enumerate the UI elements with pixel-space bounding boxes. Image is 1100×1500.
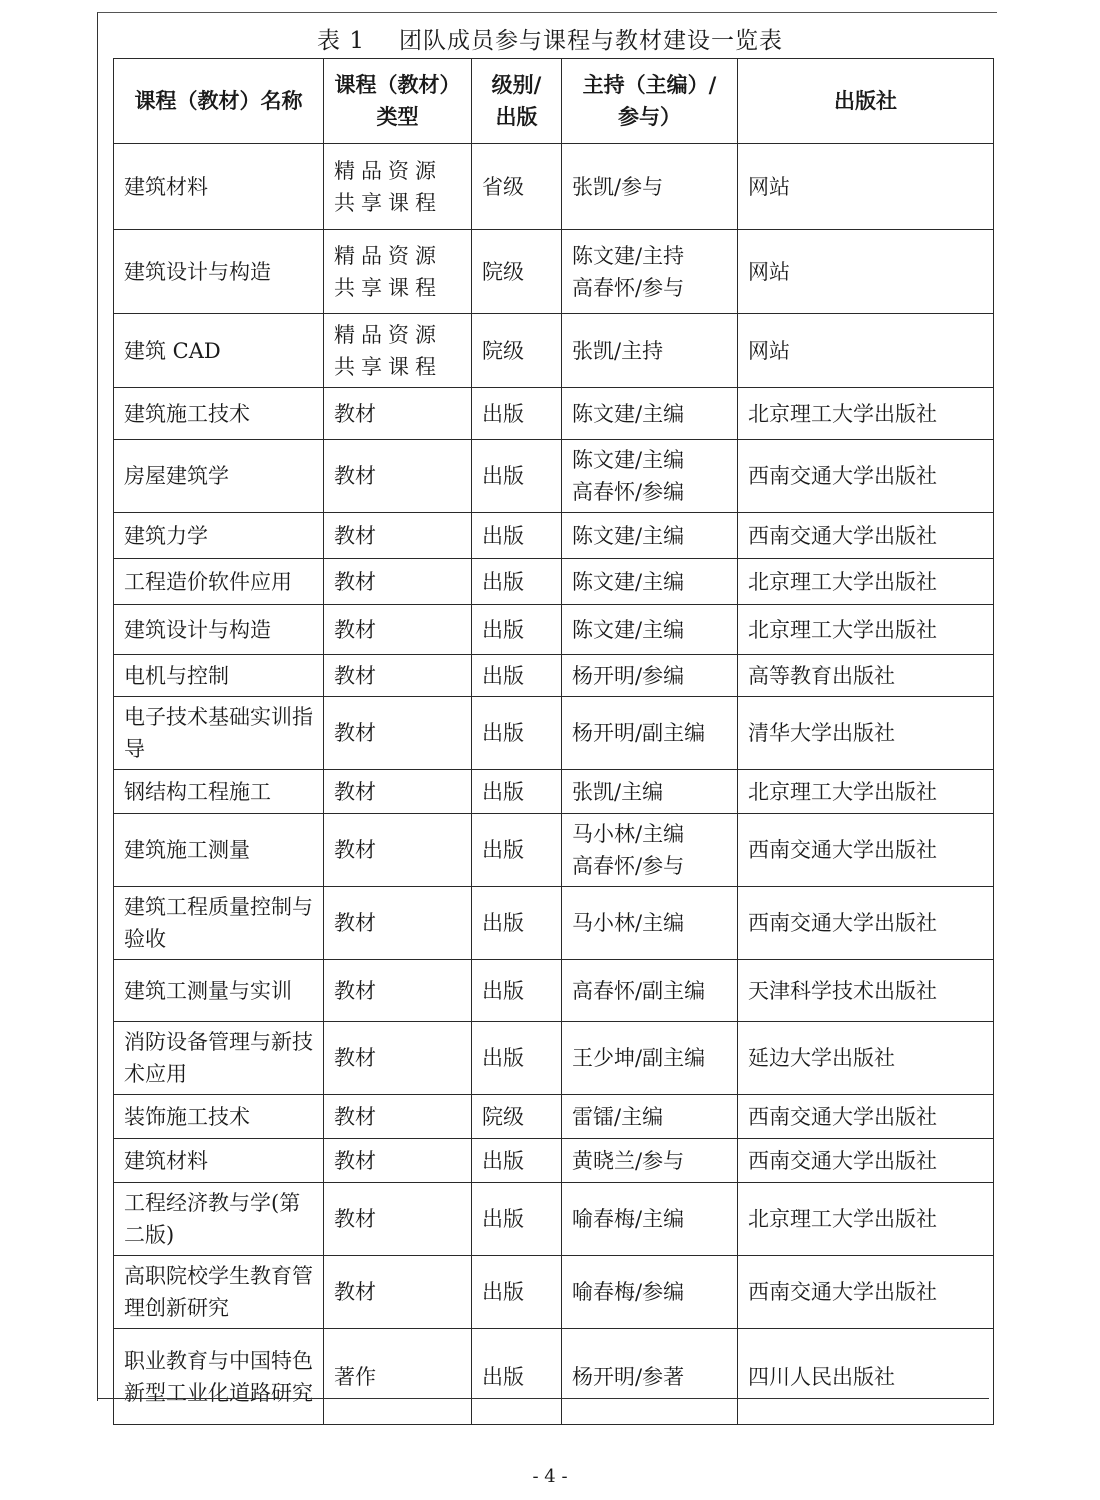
course-textbook-table <box>113 58 994 1425</box>
cell-name: 建筑材料 <box>114 1139 324 1183</box>
cell-host <box>562 605 738 655</box>
cell-host <box>562 960 738 1022</box>
cell-level: 出版 <box>472 655 562 697</box>
cell-level: 出版 <box>472 559 562 605</box>
cell-host <box>562 1022 738 1095</box>
cell-level: 出版 <box>472 697 562 770</box>
cell-publisher: 网站 <box>738 144 994 230</box>
cell-publisher: 西南交通大学出版社 <box>738 1256 994 1329</box>
cell-host <box>562 770 738 814</box>
cell-level: 出版 <box>472 1022 562 1095</box>
cell-level: 出版 <box>472 605 562 655</box>
cell-host <box>562 1095 738 1139</box>
cell-host <box>562 655 738 697</box>
cell-publisher: 高等教育出版社 <box>738 655 994 697</box>
cell-name: 建筑施工技术 <box>114 388 324 440</box>
cell-host <box>562 440 738 513</box>
table-header-row <box>114 59 994 144</box>
cell-host <box>562 814 738 887</box>
cell-type: 教材 <box>324 814 472 887</box>
host-line: 马小林/主编 <box>572 911 685 935</box>
header-host: 主持（主编）/ 参与） <box>562 59 738 144</box>
cell-publisher: 西南交通大学出版社 <box>738 440 994 513</box>
cell-name: 房屋建筑学 <box>114 440 324 513</box>
cell-publisher: 西南交通大学出版社 <box>738 513 994 559</box>
table-row <box>114 697 994 770</box>
cell-level: 出版 <box>472 388 562 440</box>
cell-type: 教材 <box>324 440 472 513</box>
host-line: 王少坤/副主编 <box>572 1046 706 1070</box>
cell-type: 教材 <box>324 605 472 655</box>
host-line: 雷镭/主编 <box>572 1104 664 1129</box>
cell-type: 教材 <box>324 887 472 960</box>
cell-publisher: 北京理工大学出版社 <box>738 388 994 440</box>
host-line: 杨开明/参编 <box>572 663 685 688</box>
cell-publisher: 北京理工大学出版社 <box>738 1183 994 1256</box>
cell-host <box>562 513 738 559</box>
table-row <box>114 814 994 887</box>
cell-type: 精品资源共享课程 <box>324 314 472 388</box>
table-row <box>114 440 994 513</box>
host-line: 杨开明/参著 <box>572 1364 685 1389</box>
cell-host <box>562 1183 738 1256</box>
cell-type: 精品资源共享课程 <box>324 144 472 230</box>
cell-publisher: 网站 <box>738 230 994 314</box>
cell-host <box>562 1256 738 1329</box>
host-line: 陈文建/主编 <box>572 448 685 472</box>
table-row <box>114 1329 994 1425</box>
cell-name: 建筑材料 <box>114 144 324 230</box>
cell-host <box>562 887 738 960</box>
cell-type: 精品资源共享课程 <box>324 230 472 314</box>
cell-name: 消防设备管理与新技术应用 <box>114 1022 324 1095</box>
cell-level: 院级 <box>472 314 562 388</box>
host-line: 高春怀/参编 <box>572 480 685 504</box>
host-line: 喻春梅/参编 <box>572 1280 685 1304</box>
cell-level: 出版 <box>472 887 562 960</box>
cell-level: 出版 <box>472 1329 562 1425</box>
cell-level: 院级 <box>472 1095 562 1139</box>
header-level: 级别/ 出版 <box>472 59 562 144</box>
table-row <box>114 388 994 440</box>
table-number: 表 1 <box>317 28 365 54</box>
cell-publisher: 四川人民出版社 <box>738 1329 994 1425</box>
table-row <box>114 887 994 960</box>
cell-level: 省级 <box>472 144 562 230</box>
host-line: 陈文建/主编 <box>572 617 685 642</box>
cell-type: 著作 <box>324 1329 472 1425</box>
cell-publisher: 网站 <box>738 314 994 388</box>
cell-publisher: 北京理工大学出版社 <box>738 770 994 814</box>
host-line: 张凯/参与 <box>572 174 664 199</box>
cell-host <box>562 1139 738 1183</box>
cell-name: 工程经济教与学(第二版) <box>114 1183 324 1256</box>
cell-publisher: 北京理工大学出版社 <box>738 559 994 605</box>
host-line: 陈文建/主编 <box>572 523 685 548</box>
host-line: 陈文建/主编 <box>572 569 685 594</box>
host-line: 喻春梅/主编 <box>572 1207 685 1231</box>
page-number: - 4 - <box>532 1466 568 1487</box>
cell-host <box>562 1329 738 1425</box>
cell-host <box>562 144 738 230</box>
cell-type: 教材 <box>324 697 472 770</box>
cell-name: 建筑施工测量 <box>114 814 324 887</box>
table-row <box>114 1095 994 1139</box>
host-line: 张凯/主编 <box>572 779 664 804</box>
cell-name: 装饰施工技术 <box>114 1095 324 1139</box>
table-title: 团队成员参与课程与教材建设一览表 <box>398 28 783 54</box>
table-row <box>114 559 994 605</box>
host-line: 马小林/主编 <box>572 822 685 846</box>
cell-name: 建筑工测量与实训 <box>114 960 324 1022</box>
cell-type: 教材 <box>324 513 472 559</box>
cell-level: 出版 <box>472 1256 562 1329</box>
cell-publisher: 天津科学技术出版社 <box>738 960 994 1022</box>
cell-type: 教材 <box>324 1256 472 1329</box>
cell-name: 电机与控制 <box>114 655 324 697</box>
header-type: 课程（教材） 类型 <box>324 59 472 144</box>
host-line: 高春怀/参与 <box>572 854 685 878</box>
cell-host <box>562 314 738 388</box>
cell-name: 职业教育与中国特色新型工业化道路研究 <box>114 1329 324 1425</box>
host-line: 杨开明/副主编 <box>572 721 706 745</box>
cell-name: 建筑力学 <box>114 513 324 559</box>
cell-level: 出版 <box>472 960 562 1022</box>
table-row <box>114 230 994 314</box>
cell-name: 建筑工程质量控制与验收 <box>114 887 324 960</box>
table-row <box>114 655 994 697</box>
cell-publisher: 延边大学出版社 <box>738 1022 994 1095</box>
cell-name: 建筑设计与构造 <box>114 230 324 314</box>
cell-name: 钢结构工程施工 <box>114 770 324 814</box>
host-line: 张凯/主持 <box>572 338 664 363</box>
cell-publisher: 北京理工大学出版社 <box>738 605 994 655</box>
bottom-rule <box>97 1398 989 1399</box>
table-caption <box>0 22 1100 55</box>
table-row <box>114 1256 994 1329</box>
cell-publisher: 清华大学出版社 <box>738 697 994 770</box>
cell-name: 建筑设计与构造 <box>114 605 324 655</box>
cell-type: 教材 <box>324 1139 472 1183</box>
cell-publisher: 西南交通大学出版社 <box>738 814 994 887</box>
table-row <box>114 1022 994 1095</box>
cell-type: 教材 <box>324 655 472 697</box>
host-line: 高春怀/参与 <box>572 275 685 300</box>
cell-level: 出版 <box>472 770 562 814</box>
table-row <box>114 770 994 814</box>
table-row <box>114 960 994 1022</box>
cell-type: 教材 <box>324 1022 472 1095</box>
table-row <box>114 144 994 230</box>
cell-level: 出版 <box>472 513 562 559</box>
cell-name: 电子技术基础实训指导 <box>114 697 324 770</box>
cell-level: 出版 <box>472 440 562 513</box>
cell-level: 院级 <box>472 230 562 314</box>
cell-type: 教材 <box>324 559 472 605</box>
host-line: 陈文建/主编 <box>572 401 685 426</box>
cell-type: 教材 <box>324 1095 472 1139</box>
cell-name: 高职院校学生教育管理创新研究 <box>114 1256 324 1329</box>
cell-publisher: 西南交通大学出版社 <box>738 887 994 960</box>
cell-publisher: 西南交通大学出版社 <box>738 1095 994 1139</box>
host-line: 高春怀/副主编 <box>572 978 706 1003</box>
cell-host <box>562 388 738 440</box>
header-publisher: 出版社 <box>738 59 994 144</box>
cell-type: 教材 <box>324 770 472 814</box>
table-row <box>114 1139 994 1183</box>
host-line: 陈文建/主持 <box>572 243 685 268</box>
table-row <box>114 1183 994 1256</box>
cell-name: 工程造价软件应用 <box>114 559 324 605</box>
cell-host <box>562 697 738 770</box>
table-row <box>114 513 994 559</box>
cell-host <box>562 559 738 605</box>
cell-host <box>562 230 738 314</box>
host-line: 黄晓兰/参与 <box>572 1148 685 1173</box>
cell-level: 出版 <box>472 814 562 887</box>
cell-type: 教材 <box>324 1183 472 1256</box>
table-row <box>114 605 994 655</box>
cell-level: 出版 <box>472 1183 562 1256</box>
cell-type: 教材 <box>324 388 472 440</box>
table-row <box>114 314 994 388</box>
cell-type: 教材 <box>324 960 472 1022</box>
cell-publisher: 西南交通大学出版社 <box>738 1139 994 1183</box>
cell-level: 出版 <box>472 1139 562 1183</box>
cell-name: 建筑 CAD <box>114 314 324 388</box>
header-name: 课程（教材）名称 <box>114 59 324 144</box>
